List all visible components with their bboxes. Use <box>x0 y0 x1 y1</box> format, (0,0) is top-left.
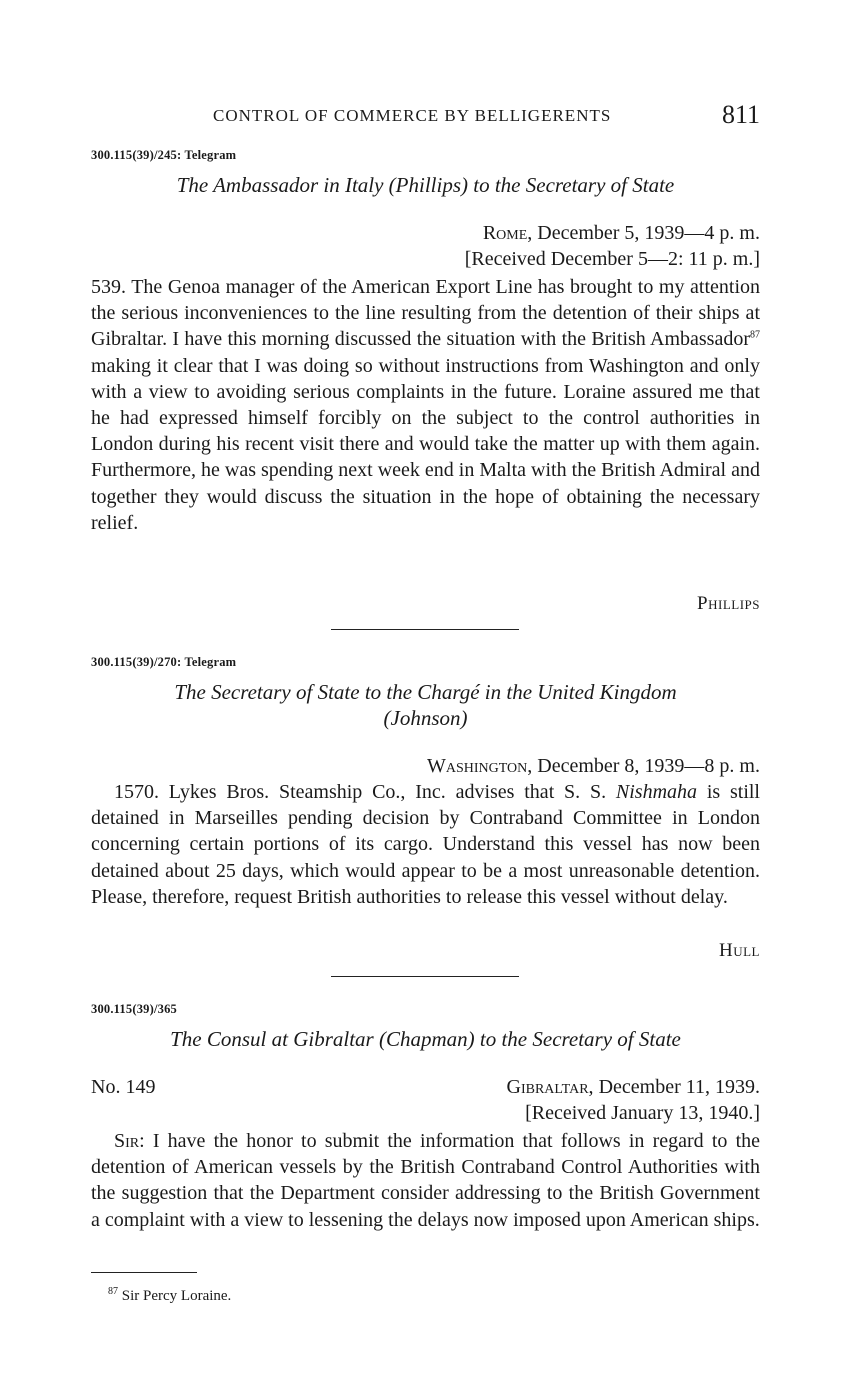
doc3-date: December 11, 1939. <box>598 1076 760 1098</box>
doc3-salutation: Sir <box>114 1130 140 1152</box>
footnote-text: Sir Percy Loraine. <box>121 1288 232 1304</box>
doc3-received: [Received January 13, 1940.] <box>525 1102 760 1124</box>
footnote <box>108 1288 231 1305</box>
doc2-title-line2: (Johnson) <box>383 706 468 730</box>
section-divider <box>331 976 519 977</box>
doc1-body <box>91 274 760 536</box>
running-title: CONTROL OF COMMERCE BY BELLIGERENTS <box>213 106 612 125</box>
doc3-file-number: 300.115(39)/365 <box>91 1002 177 1016</box>
page-number: 811 <box>721 100 760 129</box>
doc2-body <box>91 779 760 910</box>
doc2-dateline <box>427 753 760 779</box>
doc1-file-number: 300.115(39)/245: Telegram <box>91 148 237 162</box>
doc1-signature: Phillips <box>697 593 760 614</box>
doc1-received: [Received December 5—2: 11 p. m.] <box>464 248 760 270</box>
doc3-dateline <box>507 1074 760 1100</box>
doc2-place: Washington, <box>426 755 533 777</box>
footnote-marker: 87 <box>108 1286 118 1297</box>
doc1-date: December 5, 1939—4 p. m. <box>537 222 760 244</box>
doc3-number: No. 149 <box>91 1076 156 1098</box>
doc3-body-text: : I have the honor to submit the information that follows in regard to the detention of American vessels by the British Contraband Control Authorities with the suggestion that the Department consider addressing to the British Government a complaint with a view to lessening the delays now imposed upon American ships. <box>91 1130 760 1231</box>
doc3-body <box>91 1128 760 1233</box>
doc2-date: December 8, 1939—8 p. m. <box>537 755 760 777</box>
doc1-place: Rome, <box>482 222 533 244</box>
doc2-body-a: 1570. Lykes Bros. Steamship Co., Inc. advises that S. S. <box>114 781 616 803</box>
doc3-place: Gibraltar, <box>506 1076 594 1098</box>
footnote-rule <box>91 1272 197 1273</box>
doc2-file-number: 300.115(39)/270: Telegram <box>91 655 237 669</box>
doc2-title-line1: The Secretary of State to the Chargé in the United Kingdom <box>174 680 677 704</box>
running-head <box>91 100 760 132</box>
footnote-ref: 87 <box>750 329 760 341</box>
doc1-body-a: 539. The Genoa manager of the American Export Line has brought to my attention the serious inconveniences to the line resulting from the detention of their ships at Gibraltar. I have this morning discussed the situation with the British Ambassador <box>91 276 760 351</box>
doc1-body-b: making it clear that I was doing so without instructions from Washington and only with a view to avoiding serious complaints in the future. Loraine assured me that he had expressed himself forcibly on the subject to the control authorities in London during his recent visit there and would take the matter up with them again. Furthermore, he was spending next week end in Malta with the British Admiral and together they would discuss the situation in the hope of obtaining the necessary relief. <box>91 354 760 534</box>
ship-name: Nishmaha <box>615 781 698 803</box>
doc3-title: The Consul at Gibraltar (Chapman) to the Secretary of State <box>170 1027 681 1051</box>
doc1-dateline <box>483 220 760 246</box>
section-divider <box>331 629 519 630</box>
doc2-signature: Hull <box>719 940 760 961</box>
doc1-title: The Ambassador in Italy (Phillips) to the Secretary of State <box>176 173 675 197</box>
doc2-body-b: is still detained in Marseilles pending decision by Contraband Committee in London concerning certain portions of its cargo. Understand this vessel has now been detained about 25 days, which would appear to be a most unreasonable detention. Please, therefore, request British authorities to release this vessel without delay. <box>91 781 760 908</box>
